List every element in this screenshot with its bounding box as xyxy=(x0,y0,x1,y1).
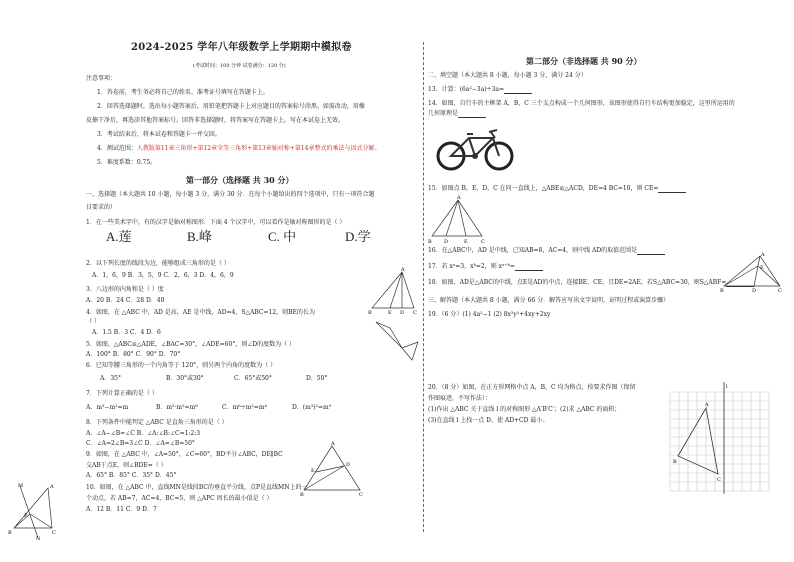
q18-label-c: C xyxy=(778,288,782,294)
q15-label-c: C xyxy=(481,239,485,245)
q4-label-b: B xyxy=(368,310,372,316)
q18-figure xyxy=(720,252,784,292)
question-16 xyxy=(428,247,665,255)
q7-option-a: A．m³−m²=m xyxy=(86,404,129,411)
test-scope: 人教版第11章三角形+第12章全等三角形+第13章轴对称+第14章整式的乘法与因式分解。 xyxy=(136,145,381,152)
note-4 xyxy=(97,145,380,153)
q17-answer-blank xyxy=(515,264,543,271)
q9-label-c: C xyxy=(359,492,363,498)
q2-options: A．1，6，9 B．3，5，9 C．2，6，3 D．4，6，9 xyxy=(92,272,234,279)
q5-options: A．100° B．80° C．90° D．70° xyxy=(86,351,181,358)
q4-label-a: A xyxy=(401,267,405,273)
question-15 xyxy=(428,185,686,193)
note-1: 1．答卷前，考生务必将自己的姓名、准考证号填写在答题卡上。 xyxy=(97,89,269,96)
q1-option-b: B.峰 xyxy=(187,229,212,244)
note-5: 5．难度系数：0.75。 xyxy=(97,159,157,166)
note-4-label: 4．测试范围： xyxy=(97,145,137,152)
question-1: 1．在一些美术字中，有的汉字是轴对称图形．下面 4 个汉字中，可以看作是轴对称图形的是（ ） xyxy=(86,219,346,226)
q15-text: 15．如图点 B，E，D，C 在同一直线上，△ABE≌△ACD，DE=4 BC=10，则 CE= xyxy=(428,185,659,192)
question-3: 3．八边形的内角和是（ ）度 xyxy=(86,286,164,293)
note-2-cont: 皮擦干净后，再选涂其他答案标号。回答非选择题时，将答案写在答题卡上。写在本试卷上无效。 xyxy=(86,117,345,124)
bicycle-crank xyxy=(472,153,478,159)
q20-task-1-2: (1)作出 △ABC 关于直线 l 的对称图形 △A′B′C′；(2)求 △ABC 的面积； xyxy=(428,406,621,413)
q18-text: 18．如图，AD是△ABC的中线，点E是AD的中点，连接BE、CE，且DE=2AE，若S△ABC=30，则S△ABF= xyxy=(428,279,727,286)
q20-task-3: (3)在直线 l 上找一点 D，使 AD+CD 最小。 xyxy=(428,417,549,424)
page-title: 2024-2025 学年八年级数学上学期期中模拟卷 xyxy=(131,42,352,53)
q8-options-cd: C．∠A=2∠B=3∠C D．∠A=∠B=50° xyxy=(86,440,195,447)
q4-label-e: E xyxy=(388,310,392,316)
q4-label-d: D xyxy=(400,310,405,316)
part1-heading: 第一部分（选择题 共 30 分） xyxy=(186,175,294,185)
column-divider xyxy=(423,42,424,532)
question-10: 10．如图，在 △ABC 中，直线MN是线段BC的垂直平分线，点P是直线MN上的一 xyxy=(86,484,308,491)
q15-triangles xyxy=(432,200,482,236)
q10-triangle xyxy=(14,486,52,538)
question-18 xyxy=(428,279,754,287)
question-14-cont xyxy=(428,110,486,118)
q10-figure xyxy=(8,484,58,540)
q13-answer-blank xyxy=(504,87,532,94)
note-3: 3．考试结束后，将本试卷和答题卡一并交回。 xyxy=(97,131,221,138)
q4-options: A．1.5 B．3 C．4 D．6 xyxy=(92,329,161,336)
question-10-cont: 个动点，若 AB=7，AC=4，BC=5，则 △APC 周长的最小值是（ ） xyxy=(86,495,273,502)
q7-option-d: D．(m³)²=m⁹ xyxy=(292,404,332,411)
bicycle-frame xyxy=(451,130,499,156)
q9-label-b: B xyxy=(300,492,304,498)
q7-option-c: C．m⁶÷m²=m⁴ xyxy=(222,404,267,411)
question-8: 8．下列条件中能判定 △ABC 是直角三角形的是（ ） xyxy=(86,419,228,426)
q10-label-n: N xyxy=(36,536,41,542)
q4-figure xyxy=(368,267,418,316)
q14-text: 几何原理是 xyxy=(428,110,459,117)
q18-label-a: A xyxy=(761,252,765,258)
q15-figure xyxy=(428,196,486,244)
q9-options: A．65° B．85° C．35° D．45° xyxy=(86,472,177,479)
q15-label-d: D xyxy=(444,239,449,245)
solve-heading: 三、解答题（本大题共 8 小题，满分 66 分．解答应写出文字说明，证明过程或演算步骤） xyxy=(428,297,670,304)
question-2: 2．以下列长度的线段为边，能够组成三角形的是（ ） xyxy=(86,260,230,267)
q6-option-d: D．50° xyxy=(306,375,328,382)
grid-label-l: l xyxy=(726,384,728,390)
q9-label-e: E xyxy=(311,468,315,474)
q15-label-a: A xyxy=(457,195,461,201)
q6-option-c: C．65°或50° xyxy=(234,375,272,382)
q15-label-b: B xyxy=(428,239,432,245)
q16-answer-blank xyxy=(637,248,665,255)
q6-option-b: B．30°或30° xyxy=(166,375,204,382)
question-13 xyxy=(428,86,532,94)
question-6: 6．已知等腰三角形的一个内角等于 120°，则另两个内角的度数为（ ） xyxy=(86,362,277,369)
bicycle-image xyxy=(435,124,515,172)
q18-triangle xyxy=(724,256,780,286)
q18-label-e: E xyxy=(760,265,764,271)
note-2: 2．回答选择题时，选出每小题答案后，用铅笔把答题卡上对应题目的答案标号涂黑。如需改动，用橡 xyxy=(97,103,365,110)
part2-heading: 第二部分（非选择题 共 90 分） xyxy=(526,56,642,66)
q10-label-b: B xyxy=(8,530,12,536)
part1-instructions-cont: 目要求的） xyxy=(86,204,117,211)
q18-label-d: D xyxy=(752,288,757,294)
q4-label-c: C xyxy=(413,310,417,316)
q10-label-c: C xyxy=(52,530,56,536)
q18-label-b: B xyxy=(720,288,724,294)
grid-label-b: B xyxy=(673,459,677,465)
q10-label-a: A xyxy=(50,484,54,490)
q4-open-paren: （ ） xyxy=(86,318,100,325)
question-9: 9．如图，在 △ABC 中，∠A=50°，∠C=60°，BD平分∠ABC，DE∥BC xyxy=(86,451,283,458)
q1-option-d: D.学 xyxy=(345,229,371,244)
q13-text: 13．计算：(6a²−3a)÷3a= xyxy=(428,86,504,93)
q9-figure xyxy=(300,441,364,498)
question-7: 7．下列计算正确的是（ ） xyxy=(86,390,158,397)
q17-text: 17．若 xᵃ=3，xᵇ=2，则 xᵃ⁺ᵇ= xyxy=(428,263,515,270)
q8-options-ab: A．∠A−∠B=∠C B．∠A:∠B:∠C=1:2:3 xyxy=(86,430,201,437)
question-20: 20．（8 分）如图，在正方形网格中点 A，B，C 均为格点，按要求作图（保留 xyxy=(428,384,636,391)
q7-option-b: B．m⁵·m²=m⁸ xyxy=(156,404,198,411)
grid-label-c: C xyxy=(717,477,721,483)
q10-options: A．12 B．11 C．9 D．7 xyxy=(86,506,157,513)
q15-answer-blank xyxy=(658,186,686,193)
part1-instructions: 一、选择题（本大题共 10 小题，每小题 3 分，满分 30 分．在每个小题给出的四个选项中，只有一项符合题 xyxy=(86,191,375,198)
exam-subtitle: (考试时间：100 分钟 试卷满分：120 分) xyxy=(193,63,286,69)
q15-label-e: E xyxy=(464,239,468,245)
question-19: 19．（6 分）(1) 4a²−1 (2) 8x²y²+4xy+2xy xyxy=(428,311,551,318)
q10-label-p: P xyxy=(24,513,28,519)
q9-label-a: A xyxy=(331,441,335,447)
question-4: 4．如图，在 △ABC 中，AD 是高，AE 是中线，AD=4，S△ABC=12，则BE的长为 xyxy=(86,309,315,316)
q5-triangles xyxy=(376,322,418,360)
notes-heading: 注意事项： xyxy=(86,75,117,82)
q10-label-m: M xyxy=(18,483,24,489)
q5-figure xyxy=(372,318,420,364)
grid-figure xyxy=(670,384,780,492)
q9-label-d: D xyxy=(346,462,351,468)
q14-answer-blank xyxy=(458,111,486,118)
q4-triangle xyxy=(372,272,414,308)
q16-text: 16．在△ABC中，AD 是中线，已知AB=8，AC=4，则中线 AD的取值范围是 xyxy=(428,247,638,254)
grid-label-a: A xyxy=(705,402,709,408)
question-9-cont: 交AB于点E，则∠BDE=（ ） xyxy=(86,462,167,469)
q3-options: A．20 B．24 C．28 D．40 xyxy=(86,297,165,304)
q6-option-a: A．35° xyxy=(100,375,121,382)
question-5: 5．如图，△ABC≌△ADE，∠BAC=30°，∠ADE=60°，则∠D的度数为（ ） xyxy=(86,341,296,348)
question-20-cont: 作图痕迹，不写作法）： xyxy=(428,395,492,402)
q1-option-c: C. 中 xyxy=(268,229,297,244)
fill-in-heading: 二、填空题（本大题共 8 小题，每小题 3 分，满分 24 分） xyxy=(428,72,587,79)
question-14: 14．如图，自行车的主框架 A，B，C 三个支点构成一个几何图形，该图形使得自行车结构更加稳定，这里所运用的 xyxy=(428,100,735,107)
q1-option-a: A.莲 xyxy=(106,229,132,244)
question-17 xyxy=(428,263,543,271)
